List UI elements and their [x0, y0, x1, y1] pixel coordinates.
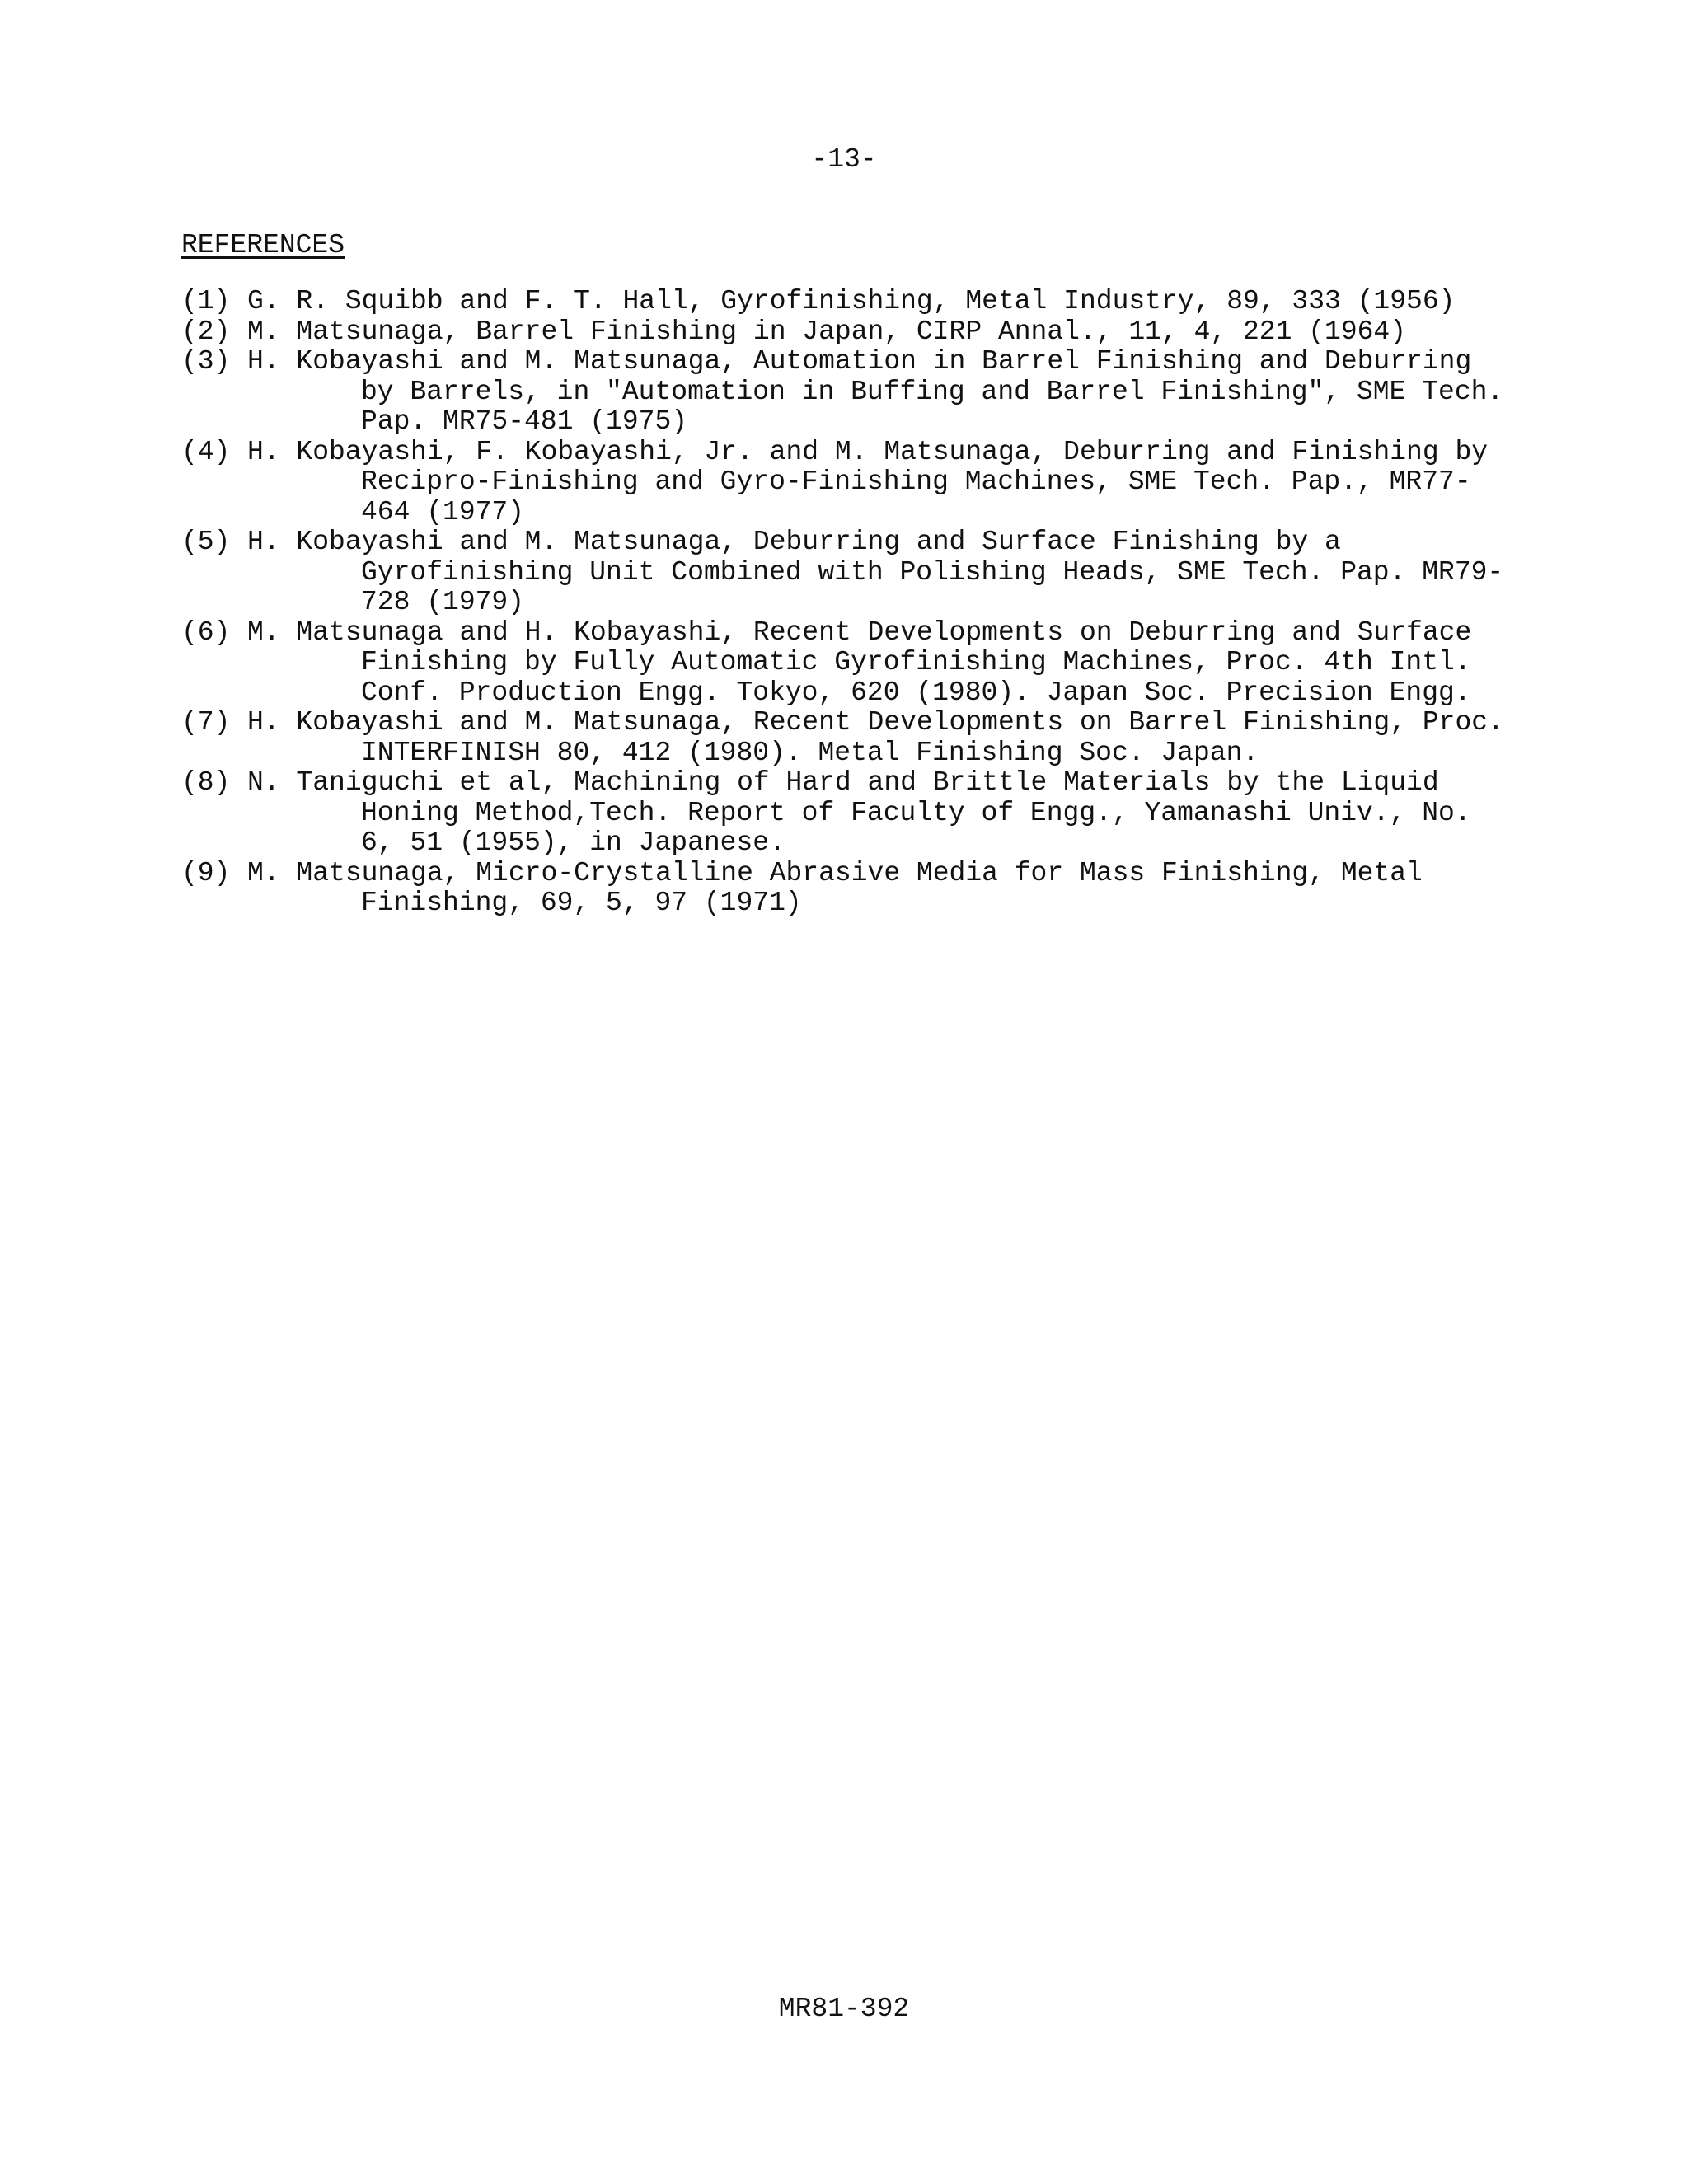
- reference-item: [181, 859, 1517, 919]
- reference-number: (6): [181, 616, 231, 648]
- reference-number: (3): [181, 346, 231, 377]
- reference-text: M. Matsunaga, Barrel Finishing in Japan, CIRP Annal., 11, 4, 221 (1964): [247, 316, 1407, 347]
- reference-number: (9): [181, 857, 231, 888]
- reference-text: G. R. Squibb and F. T. Hall, Gyrofinishing, Metal Industry, 89, 333 (1956): [247, 286, 1456, 316]
- reference-text: H. Kobayashi and M. Matsunaga, Automation in Barrel Finishing and Deburring by Barrels, in "Automation in Buffing and Barrel Finishing", SME Tech. Pap. MR75-481 (1975): [247, 346, 1504, 437]
- page-number: -13-: [811, 144, 877, 175]
- references-heading: REFERENCES: [181, 230, 345, 260]
- reference-item: [181, 708, 1517, 768]
- reference-number: (4): [181, 436, 231, 467]
- reference-number: (8): [181, 767, 231, 798]
- reference-number: (2): [181, 316, 231, 347]
- reference-text: M. Matsunaga and H. Kobayashi, Recent Developments on Deburring and Surface Finishing by Fully Automatic Gyrofinishing Machines, Proc. 4th Intl. Conf. Production Engg. Tokyo, 620 (1980). Japan Soc. Precision Engg.: [247, 616, 1472, 708]
- reference-item: [181, 287, 1517, 317]
- reference-number: (5): [181, 527, 231, 557]
- reference-text: H. Kobayashi and M. Matsunaga, Recent Developments on Barrel Finishing, Proc. INTERFINISH 80, 412 (1980). Metal Finishing Soc. Japan.: [247, 707, 1504, 768]
- reference-text: N. Taniguchi et al, Machining of Hard and Brittle Materials by the Liquid Honing Method,Tech. Report of Faculty of Engg., Yamanashi Univ., No. 6, 51 (1955), in Japanese.: [247, 767, 1471, 858]
- reference-text: M. Matsunaga, Micro-Crystalline Abrasive Media for Mass Finishing, Metal Finishing, 69, 5, 97 (1971): [247, 857, 1423, 918]
- references-list: [181, 287, 1517, 919]
- reference-item: [181, 768, 1517, 859]
- reference-number: (7): [181, 707, 231, 738]
- reference-text: H. Kobayashi and M. Matsunaga, Deburring and Surface Finishing by a Gyrofinishing Unit Combined with Polishing Heads, SME Tech. Pap. MR79-728 (1979): [247, 527, 1504, 617]
- reference-item: [181, 618, 1517, 709]
- document-id: MR81-392: [778, 1994, 910, 2024]
- reference-item: [181, 317, 1517, 348]
- reference-item: [181, 438, 1517, 528]
- reference-text: H. Kobayashi, F. Kobayashi, Jr. and M. Matsunaga, Deburring and Finishing by Recipro-Finishing and Gyro-Finishing Machines, SME Tech. Pap., MR77-464 (1977): [247, 436, 1489, 527]
- reference-item: [181, 347, 1517, 438]
- reference-number: (1): [181, 286, 231, 316]
- reference-item: [181, 527, 1517, 618]
